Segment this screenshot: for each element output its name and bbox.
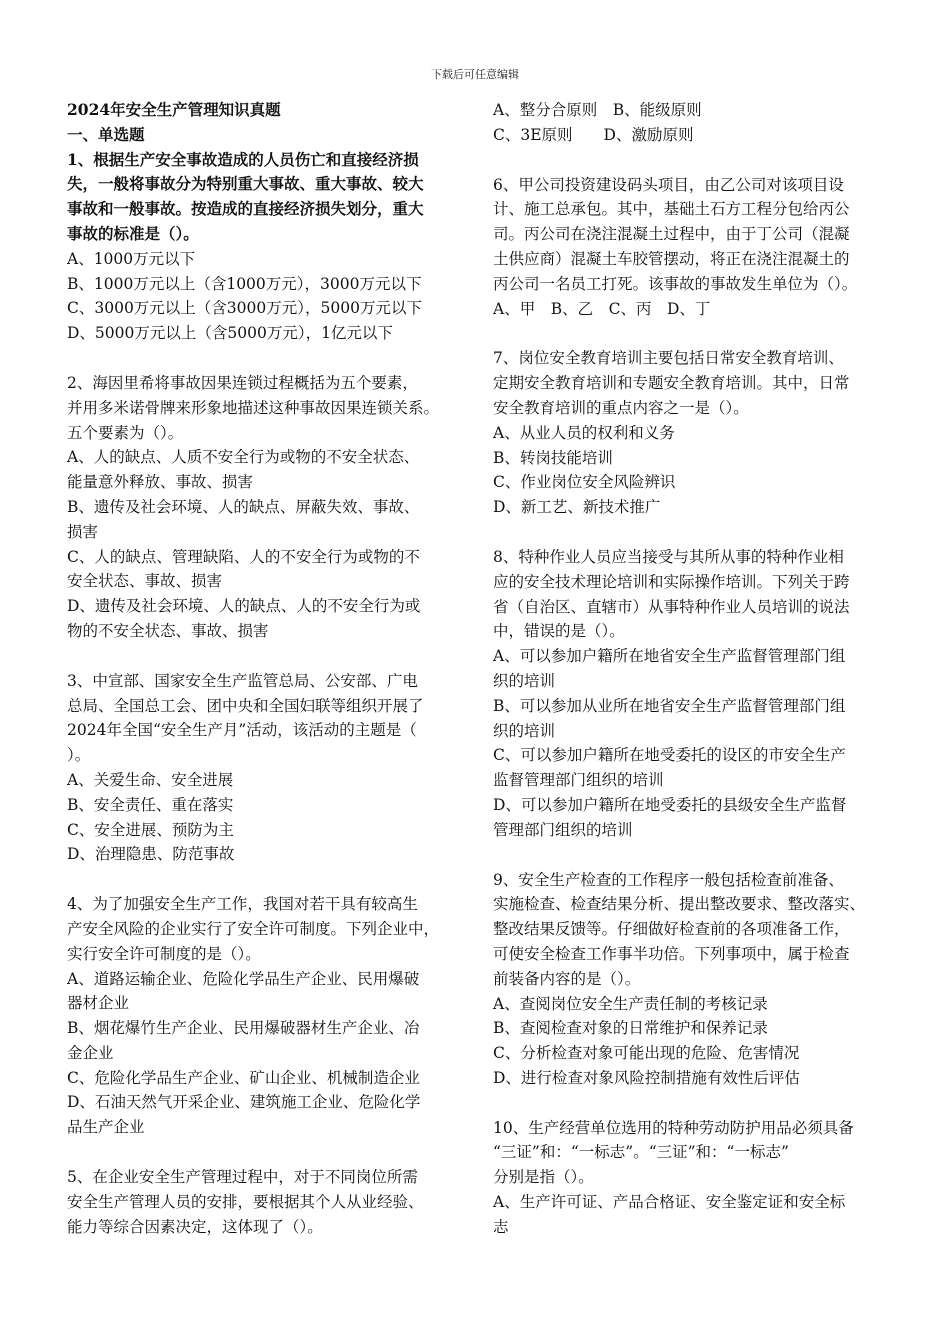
text-line: A、关爱生命、安全进展 xyxy=(67,770,234,789)
text-line: 6、甲公司投资建设码头项目，由乙公司对该项目设 xyxy=(493,175,844,194)
text-line: 织的培训 xyxy=(493,671,556,690)
text-line: 一、单选题 xyxy=(67,124,145,144)
text-line: A、整分合原则 B、能级原则 xyxy=(493,101,702,119)
text-line: “三证”和：“一标志”。“三证”和：“一标志” xyxy=(493,1143,789,1162)
text-line: 丙公司一名员工打死。该事故的事故发生单位为（）。 xyxy=(493,274,858,293)
text-line: 品生产企业 xyxy=(67,1118,145,1137)
text-line: C、可以参加户籍所在地受委托的设区的市安全生产 xyxy=(493,746,846,765)
text-line: 损害 xyxy=(67,522,99,541)
text-line: A、可以参加户籍所在地省安全生产监督管理部门组 xyxy=(493,647,846,666)
text-line: 7、岗位安全教育培训主要包括日常安全教育培训、 xyxy=(493,349,844,368)
page-header: 下载后可任意编辑 xyxy=(431,68,519,81)
text-line: 监督管理部门组织的培训 xyxy=(493,771,664,790)
text-line: 8、特种作业人员应当接受与其所从事的特种作业相 xyxy=(493,547,844,566)
text-line: 物的不安全状态、事故、损害 xyxy=(67,621,269,640)
text-line: 能力等综合因素决定，这体现了（）。 xyxy=(67,1217,323,1236)
text-line: 5、在企业安全生产管理过程中，对于不同岗位所需 xyxy=(67,1168,418,1187)
paragraph-gap xyxy=(67,644,467,669)
text-line: 9、安全生产检查的工作程序一般包括检查前准备、 xyxy=(493,870,844,889)
paragraph-gap xyxy=(493,321,893,346)
text-line: A、1000万元以下 xyxy=(67,249,196,268)
text-line: A、从业人员的权利和义务 xyxy=(493,423,675,442)
paragraph-gap xyxy=(493,1091,893,1116)
text-line: B、安全责任、重在落实 xyxy=(67,795,234,814)
text-line: A、人的缺点、人质不安全行为或物的不安全状态、 xyxy=(67,448,420,467)
text-line: C、安全进展、预防为主 xyxy=(67,820,234,839)
text-line: 4、为了加强安全生产工作，我国对若干具有较高生 xyxy=(67,895,418,914)
text-line: 分别是指（）。 xyxy=(493,1168,594,1187)
text-line: A、查阅岗位安全生产责任制的考核记录 xyxy=(493,994,768,1013)
text-line: 总局、全国总工会、团中央和全国妇联等组织开展了 xyxy=(67,696,424,715)
text-line: 安全状态、事故、损害 xyxy=(67,572,223,591)
text-line: A、生产许可证、产品合格证、安全鉴定证和安全标 xyxy=(493,1193,846,1212)
text-line: 管理部门组织的培训 xyxy=(493,820,633,839)
text-line: 可使安全检查工作事半功倍。下列事项中，属于检查 xyxy=(493,944,850,963)
text-line: C、危险化学品生产企业、矿山企业、机械制造企业 xyxy=(67,1068,420,1087)
paragraph-gap xyxy=(67,346,467,371)
text-line: 2、海因里希将事故因果连锁过程概括为五个要素， xyxy=(67,373,418,392)
text-line: C、3000万元以上（含3000万元），5000万元以下 xyxy=(67,299,422,318)
text-line: 安全教育培训的重点内容之一是（）。 xyxy=(493,398,749,417)
right-column xyxy=(493,98,893,1240)
text-line: 定期安全教育培训和专题安全教育培训。其中，日常 xyxy=(493,374,850,393)
text-line: 2024年安全生产管理知识真题 xyxy=(67,100,281,119)
text-line: B、查阅检查对象的日常维护和保养记录 xyxy=(493,1019,768,1038)
text-line: 织的培训 xyxy=(493,721,556,740)
paragraph-gap xyxy=(493,843,893,868)
text-line: 3、中宣部、国家安全生产监管总局、公安部、广电 xyxy=(67,671,418,690)
text-line: 失，一般将事故分为特别重大事故、重大事故、较大 xyxy=(67,174,424,194)
text-line: D、可以参加户籍所在地受委托的县级安全生产监督 xyxy=(493,795,847,814)
text-line: 10、生产经营单位选用的特种劳动防护用品必须具备 xyxy=(493,1118,854,1137)
text-line: 中，错误的是（）。 xyxy=(493,622,625,641)
text-line: 整改结果反馈等。仔细做好检查前的各项准备工作， xyxy=(493,920,850,939)
text-line: A、甲 B、乙 C、丙 D、丁 xyxy=(493,299,711,318)
text-line: 能量意外释放、事故、损害 xyxy=(67,473,254,492)
left-column xyxy=(67,98,467,1239)
text-line: 事故和一般事故。按造成的直接经济损失划分，重大 xyxy=(67,199,424,219)
text-line: D、新工艺、新技术推广 xyxy=(493,498,661,517)
text-line: 计、施工总承包。其中，基础土石方工程分包给丙公 xyxy=(493,200,850,219)
paragraph-gap xyxy=(493,148,893,173)
text-line: C、人的缺点、管理缺陷、人的不安全行为或物的不 xyxy=(67,547,420,566)
text-line: 五个要素为（）。 xyxy=(67,423,184,442)
text-line: B、转岗技能培训 xyxy=(493,448,613,467)
text-line: 金企业 xyxy=(67,1043,114,1062)
text-line: 实行安全许可制度的是（）。 xyxy=(67,944,261,963)
text-line: 前装备内容的是（）。 xyxy=(493,969,641,988)
text-line: B、1000万元以上（含1000万元），3000万元以下 xyxy=(67,274,422,293)
text-line: 产安全风险的企业实行了安全许可制度。下列企业中， xyxy=(67,919,440,938)
text-line: D、石油天然气开采企业、建筑施工企业、危险化学 xyxy=(67,1093,421,1112)
text-line: D、5000万元以上（含5000万元），1亿元以下 xyxy=(67,324,393,343)
text-line: 司。丙公司在浇注混凝土过程中，由于丁公司（混凝 xyxy=(493,225,850,244)
text-line: C、作业岗位安全风险辨识 xyxy=(493,473,676,492)
text-line: D、治理隐患、防范事故 xyxy=(67,845,235,864)
paragraph-gap xyxy=(67,1140,467,1165)
text-line: D、遗传及社会环境、人的缺点、人的不安全行为或 xyxy=(67,597,421,616)
text-line: 土供应商）混凝土车胶管摆动，将正在浇注混凝土的 xyxy=(493,249,850,268)
text-line: 应的安全技术理论培训和实际操作培训。下列关于跨 xyxy=(493,572,850,591)
text-line: 事故的标准是（）。 xyxy=(67,223,199,243)
text-line: 省（自治区、直辖市）从事特种作业人员培训的说法 xyxy=(493,597,850,616)
text-line: 并用多米诺骨牌来形象地描述这种事故因果连锁关系。 xyxy=(67,398,440,417)
paragraph-gap xyxy=(67,867,467,892)
text-line: B、烟花爆竹生产企业、民用爆破器材生产企业、冶 xyxy=(67,1019,420,1038)
text-line: D、进行检查对象风险控制措施有效性后评估 xyxy=(493,1068,800,1087)
text-line: C、3E原则 D、激励原则 xyxy=(493,125,694,144)
text-line: 1、根据生产安全事故造成的人员伤亡和直接经济损 xyxy=(67,149,419,169)
text-line: A、道路运输企业、危险化学品生产企业、民用爆破 xyxy=(67,969,420,988)
text-line: 安全生产管理人员的安排，要根据其个人从业经验、 xyxy=(67,1192,424,1211)
text-line: 志 xyxy=(493,1217,509,1236)
text-line: ）。 xyxy=(67,746,91,765)
text-line: 器材企业 xyxy=(67,994,130,1013)
text-line: B、可以参加从业所在地省安全生产监督管理部门组 xyxy=(493,696,846,715)
text-line: 实施检查、检查结果分析、提出整改要求、整改落实、 xyxy=(493,895,866,914)
text-line: B、遗传及社会环境、人的缺点、屏蔽失效、事故、 xyxy=(67,497,420,516)
paragraph-gap xyxy=(493,520,893,545)
text-line: 2024年全国“安全生产月”活动，该活动的主题是（ xyxy=(67,721,417,740)
text-line: C、分析检查对象可能出现的危险、危害情况 xyxy=(493,1044,800,1063)
